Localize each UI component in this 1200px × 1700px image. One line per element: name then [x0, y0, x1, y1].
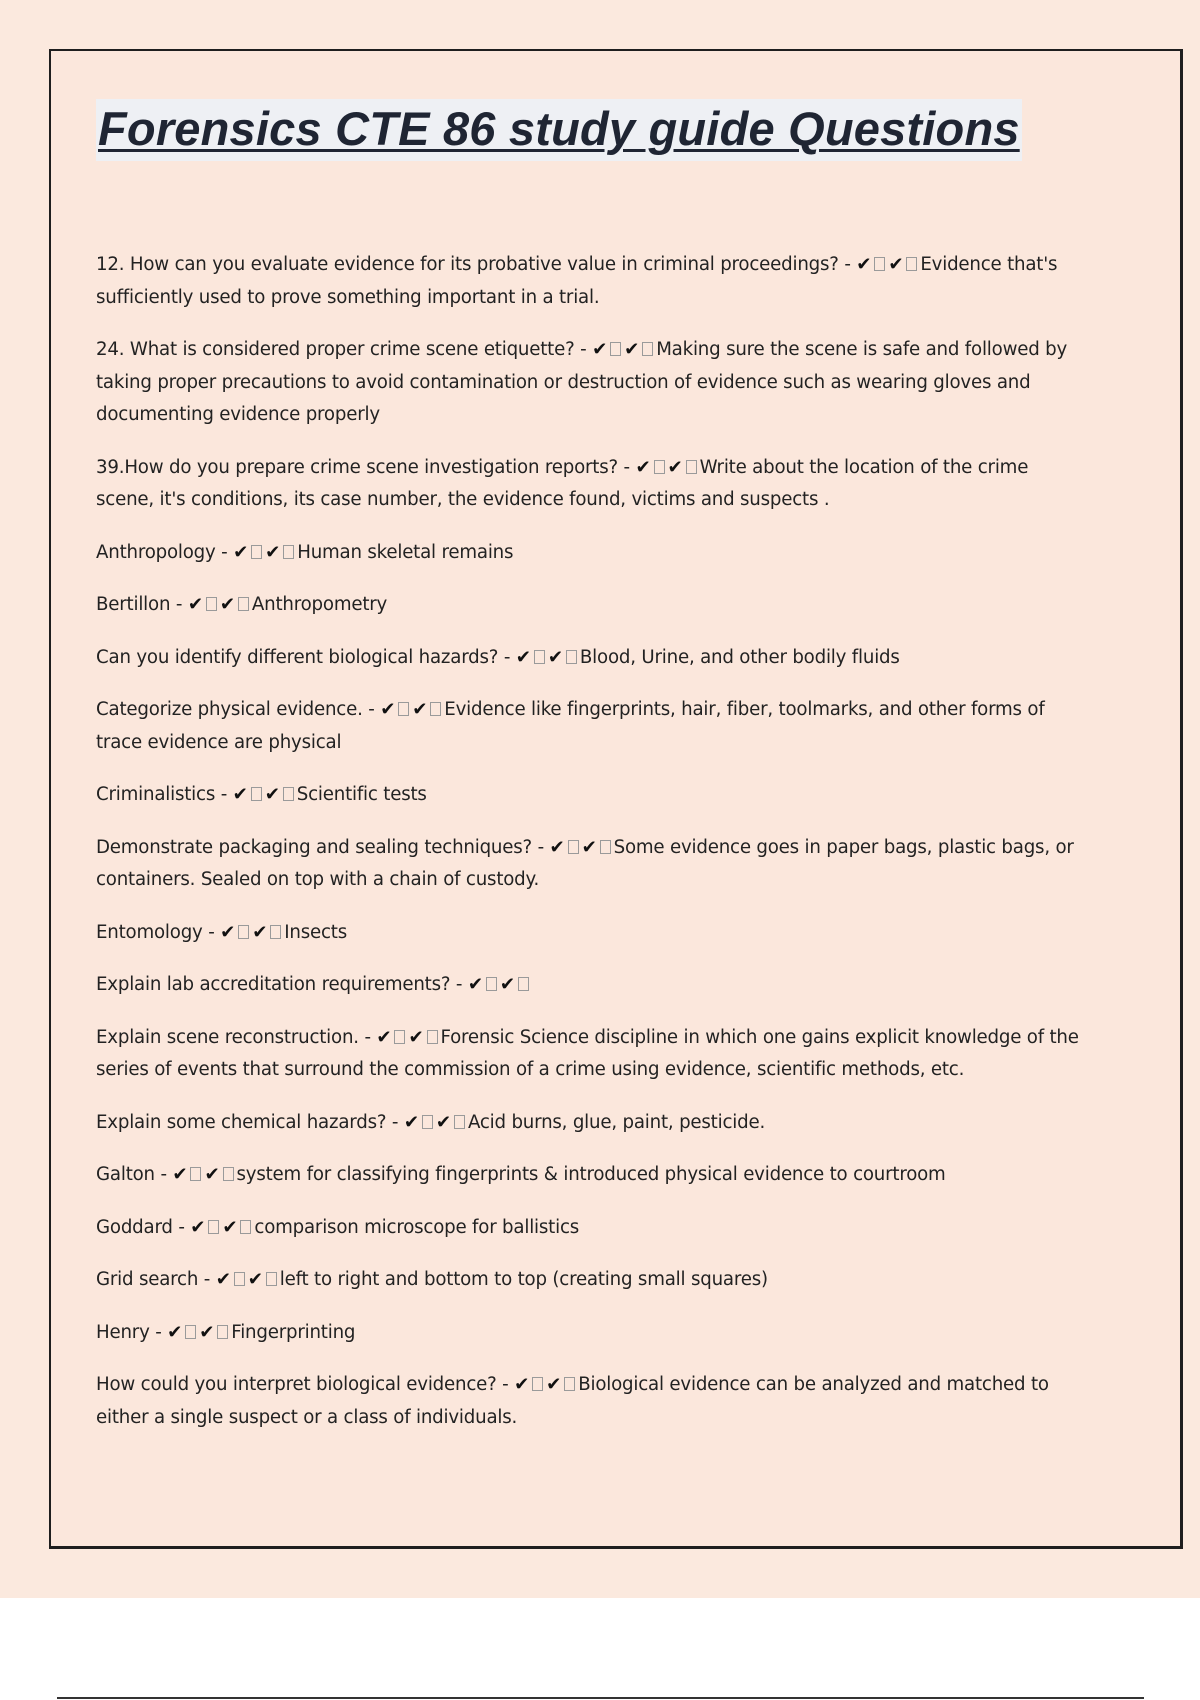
- missing-glyph-box-icon: [906, 257, 917, 271]
- missing-glyph-box-icon: [486, 977, 497, 991]
- missing-glyph-box-icon: [185, 1325, 196, 1339]
- question-answer-separator: -: [386, 1111, 404, 1133]
- missing-glyph-box-icon: [566, 650, 577, 664]
- missing-glyph-box-icon: [223, 1167, 234, 1181]
- qa-item: [96, 1317, 1091, 1350]
- answer-text: Evidence that's sufficiently used to prove something important in a trial.: [96, 254, 1058, 308]
- question-text: Entomology: [96, 921, 203, 943]
- question-text: 12. How can you evaluate evidence for its probative value in criminal proceedings?: [96, 254, 839, 275]
- question-answer-separator: -: [172, 1216, 191, 1238]
- answer-text: Scientific tests: [296, 784, 427, 805]
- answer-text: Human skeletal remains: [297, 541, 514, 563]
- question-text: Henry: [96, 1321, 150, 1343]
- checkmark-icon: ✔: [515, 646, 531, 668]
- question-text: How could you interpret biological evidence?: [96, 1374, 497, 1395]
- qa-list: [96, 249, 1091, 1454]
- question-text: Can you identify different biological hazards?: [96, 646, 499, 668]
- question-text: Criminalistics: [96, 784, 216, 805]
- qa-item: [96, 1212, 1091, 1245]
- qa-item: [96, 589, 1091, 622]
- missing-glyph-box-icon: [251, 545, 262, 559]
- question-answer-separator: -: [498, 646, 516, 668]
- checkmark-icon: ✔: [247, 1269, 263, 1290]
- checkmark-icon: ✔: [549, 836, 565, 858]
- qa-item: [96, 1022, 1091, 1087]
- missing-glyph-box-icon: [654, 460, 665, 474]
- answer-text: Evidence like fingerprints, hair, fiber, toolmarks, and other forms of trace evidence are physical: [96, 699, 1045, 753]
- question-text: Grid search: [96, 1269, 199, 1290]
- missing-glyph-box-icon: [422, 1115, 433, 1129]
- question-answer-separator: -: [149, 1321, 168, 1343]
- checkmark-icon: ✔: [265, 541, 281, 563]
- checkmark-icon: ✔: [499, 974, 515, 995]
- answer-text: comparison microscope for ballistics: [254, 1216, 580, 1238]
- checkmark-icon: ✔: [635, 456, 651, 478]
- missing-glyph-box-icon: [283, 545, 294, 559]
- qa-item: [96, 1107, 1091, 1140]
- missing-glyph-box-icon: [394, 1030, 405, 1044]
- question-text: Demonstrate packaging and sealing techniques?: [96, 836, 532, 858]
- checkmark-icon: ✔: [667, 456, 683, 478]
- question-text: Explain scene reconstruction.: [96, 1026, 359, 1048]
- question-text: Anthropology: [96, 541, 216, 563]
- question-answer-separator: -: [838, 254, 857, 275]
- missing-glyph-box-icon: [283, 787, 294, 801]
- question-answer-separator: -: [496, 1374, 515, 1395]
- checkmark-icon: ✔: [435, 1111, 451, 1133]
- checkmark-icon: ✔: [412, 699, 428, 720]
- missing-glyph-box-icon: [234, 1272, 245, 1286]
- qa-item: [96, 1264, 1091, 1297]
- answer-text: Acid burns, glue, paint, pesticide.: [467, 1111, 766, 1133]
- missing-glyph-box-icon: [270, 925, 281, 939]
- answer-text: Insects: [284, 921, 348, 943]
- answer-text: Blood, Urine, and other bodily fluids: [579, 646, 900, 668]
- question-answer-separator: -: [154, 1164, 173, 1185]
- checkmark-icon: ✔: [167, 1321, 183, 1343]
- missing-glyph-box-icon: [251, 787, 262, 801]
- question-text: Galton: [96, 1164, 155, 1185]
- missing-glyph-box-icon: [208, 1220, 219, 1234]
- document-title: Forensics CTE 86 study guide Questions: [96, 99, 1022, 161]
- question-answer-separator: -: [215, 784, 233, 805]
- missing-glyph-box-icon: [532, 1377, 543, 1391]
- checkmark-icon: ✔: [547, 646, 563, 668]
- checkmark-icon: ✔: [408, 1026, 424, 1048]
- qa-item: [96, 1159, 1091, 1192]
- checkmark-icon: ✔: [215, 1269, 231, 1290]
- missing-glyph-box-icon: [266, 1272, 277, 1286]
- question-answer-separator: -: [198, 1269, 216, 1290]
- question-answer-separator: -: [574, 339, 593, 360]
- question-answer-separator: -: [215, 541, 234, 563]
- qa-item: [96, 334, 1091, 432]
- answer-text: Some evidence goes in paper bags, plastic bags, or containers. Sealed on top with a chain of custody.: [96, 836, 1074, 890]
- checkmark-icon: ✔: [888, 254, 904, 275]
- qa-item: [96, 779, 1091, 812]
- missing-glyph-box-icon: [398, 702, 409, 716]
- checkmark-icon: ✔: [220, 921, 236, 943]
- qa-item: [96, 249, 1091, 314]
- checkmark-icon: ✔: [856, 254, 872, 275]
- missing-glyph-box-icon: [238, 925, 249, 939]
- question-text: Categorize physical evidence.: [96, 699, 363, 720]
- checkmark-icon: ✔: [380, 699, 396, 720]
- question-text: Explain lab accreditation requirements?: [96, 974, 451, 995]
- checkmark-icon: ✔: [219, 594, 235, 615]
- checkmark-icon: ✔: [376, 1026, 392, 1048]
- checkmark-icon: ✔: [403, 1111, 419, 1133]
- missing-glyph-box-icon: [430, 702, 441, 716]
- question-answer-separator: -: [170, 594, 188, 615]
- question-text: 24. What is considered proper crime scene etiquette?: [96, 339, 575, 360]
- answer-text: Fingerprinting: [231, 1321, 356, 1343]
- missing-glyph-box-icon: [427, 1030, 438, 1044]
- answer-text: Biological evidence can be analyzed and matched to either a single suspect or a class of individuals.: [96, 1374, 1049, 1428]
- answer-text: Anthropometry: [251, 594, 388, 615]
- answer-text: Write about the location of the crime scene, it's conditions, its case number, the evidence found, victims and suspects .: [96, 456, 1029, 510]
- qa-item: [96, 917, 1091, 950]
- question-text: Explain some chemical hazards?: [96, 1111, 387, 1133]
- footer-divider: [57, 1697, 1144, 1699]
- missing-glyph-box-icon: [454, 1115, 465, 1129]
- missing-glyph-box-icon: [190, 1167, 201, 1181]
- checkmark-icon: ✔: [172, 1164, 188, 1185]
- qa-item: [96, 1369, 1091, 1434]
- checkmark-icon: ✔: [232, 784, 248, 805]
- checkmark-icon: ✔: [581, 836, 597, 858]
- question-answer-separator: -: [617, 456, 636, 478]
- answer-text: system for classifying fingerprints & introduced physical evidence to courtroom: [236, 1164, 946, 1185]
- question-text: Bertillon: [96, 594, 171, 615]
- question-text: Goddard: [96, 1216, 173, 1238]
- missing-glyph-box-icon: [518, 977, 529, 991]
- checkmark-icon: ✔: [592, 339, 608, 360]
- question-text: 39.How do you prepare crime scene investigation reports?: [96, 456, 618, 478]
- qa-item: [96, 969, 1091, 1002]
- missing-glyph-box-icon: [238, 597, 249, 611]
- missing-glyph-box-icon: [217, 1325, 228, 1339]
- checkmark-icon: ✔: [264, 784, 280, 805]
- answer-text: Forensic Science discipline in which one gains explicit knowledge of the series of events that surround the commission of a crime using evidence, scientific methods, etc.: [96, 1026, 1079, 1080]
- checkmark-icon: ✔: [252, 921, 268, 943]
- qa-item: [96, 832, 1091, 897]
- question-answer-separator: -: [531, 836, 550, 858]
- missing-glyph-box-icon: [206, 597, 217, 611]
- checkmark-icon: ✔: [204, 1164, 220, 1185]
- answer-text: left to right and bottom to top (creating small squares): [279, 1269, 768, 1290]
- missing-glyph-box-icon: [600, 840, 611, 854]
- checkmark-icon: ✔: [546, 1374, 562, 1395]
- qa-item: [96, 694, 1091, 759]
- missing-glyph-box-icon: [642, 342, 653, 356]
- qa-item: [96, 452, 1091, 517]
- checkmark-icon: ✔: [467, 974, 483, 995]
- checkmark-icon: ✔: [222, 1216, 238, 1238]
- missing-glyph-box-icon: [610, 342, 621, 356]
- checkmark-icon: ✔: [514, 1374, 530, 1395]
- qa-item: [96, 642, 1091, 675]
- missing-glyph-box-icon: [534, 650, 545, 664]
- missing-glyph-box-icon: [874, 257, 885, 271]
- question-answer-separator: -: [202, 921, 221, 943]
- qa-item: [96, 537, 1091, 570]
- question-answer-separator: -: [362, 699, 381, 720]
- question-answer-separator: -: [450, 974, 468, 995]
- missing-glyph-box-icon: [240, 1220, 251, 1234]
- answer-text: Making sure the scene is safe and followed by taking proper precautions to avoid contamination or destruction of evidence such as wearing gloves and documenting evidence properly: [96, 339, 1068, 425]
- checkmark-icon: ✔: [624, 339, 640, 360]
- checkmark-icon: ✔: [190, 1216, 206, 1238]
- checkmark-icon: ✔: [199, 1321, 215, 1343]
- checkmark-icon: ✔: [233, 541, 249, 563]
- checkmark-icon: ✔: [187, 594, 203, 615]
- missing-glyph-box-icon: [568, 840, 579, 854]
- question-answer-separator: -: [358, 1026, 377, 1048]
- missing-glyph-box-icon: [564, 1377, 575, 1391]
- missing-glyph-box-icon: [686, 460, 697, 474]
